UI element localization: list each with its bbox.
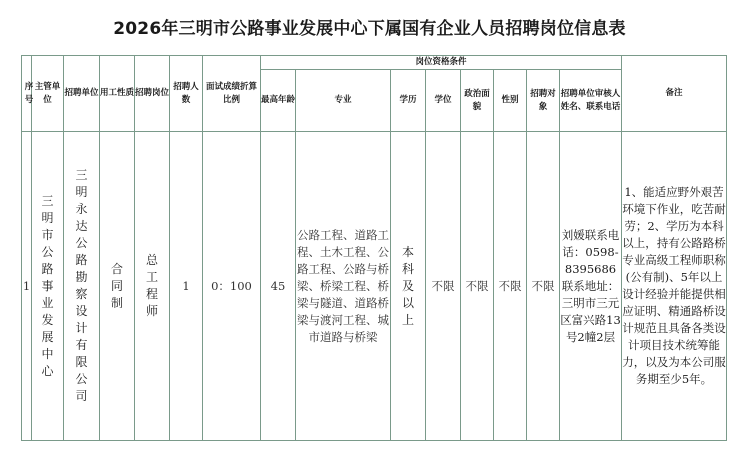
header-target: 招聘对象 (527, 70, 560, 132)
cell-position: 总工程师 (135, 132, 170, 441)
recruitment-table (21, 55, 727, 441)
cell-seq: 1 (22, 132, 32, 441)
cell-major: 公路工程、道路工程、土木工程、公路工程、公路与桥梁、桥梁工程、桥梁与隧道、道路桥梁与渡河工程、城市道路与桥梁 (296, 132, 391, 441)
header-education: 学历 (391, 70, 426, 132)
header-major: 专业 (296, 70, 391, 132)
cell-supervisor: 三明市公路事业发展中心 (32, 132, 64, 441)
header-degree: 学位 (426, 70, 461, 132)
cell-employer: 三明永达公路勘察设计有限公司 (64, 132, 100, 441)
cell-employment-type: 合同制 (100, 132, 135, 441)
header-gender: 性别 (494, 70, 527, 132)
header-contact: 招聘单位审核人姓名、联系电话 (560, 70, 622, 132)
cell-score-ratio: 0：100 (203, 132, 261, 441)
cell-remarks: 1、能适应野外艰苦环境下作业，吃苦耐劳；2、学历为本科以上，持有公路路桥专业高级工程师职称(公有制)、5年以上设计经验并能提供相应证明、精通路桥设计规范且具备各类设计项目技术统筹能力，以及为本公司服务期至少5年。 (622, 132, 727, 441)
cell-headcount: 1 (170, 132, 203, 441)
cell-contact: 刘媛联系电话：0598-8395686联系地址：三明市三元区富兴路13号2幢2层 (560, 132, 622, 441)
cell-target: 不限 (527, 132, 560, 441)
cell-degree: 不限 (426, 132, 461, 441)
header-employer: 招聘单位 (64, 56, 100, 132)
page-title: 2026年三明市公路事业发展中心下属国有企业人员招聘岗位信息表 (113, 19, 626, 39)
header-supervisor: 主管单位 (32, 56, 64, 132)
header-political: 政治面貌 (461, 70, 494, 132)
cell-gender: 不限 (494, 132, 527, 441)
header-max-age: 最高年龄 (261, 70, 296, 132)
header-qualification-group: 岗位资格条件 (261, 56, 622, 70)
header-remarks: 备注 (622, 56, 727, 132)
header-employment-type: 用工性质 (100, 56, 135, 132)
table-row (22, 132, 727, 441)
header-position: 招聘岗位 (135, 56, 170, 132)
header-headcount: 招聘人数 (170, 56, 203, 132)
header-seq: 序号 (22, 56, 32, 132)
cell-education: 本科及以上 (391, 132, 426, 441)
header-score-ratio: 面试成绩折算比例 (203, 56, 261, 132)
cell-max-age: 45 (261, 132, 296, 441)
cell-political: 不限 (461, 132, 494, 441)
